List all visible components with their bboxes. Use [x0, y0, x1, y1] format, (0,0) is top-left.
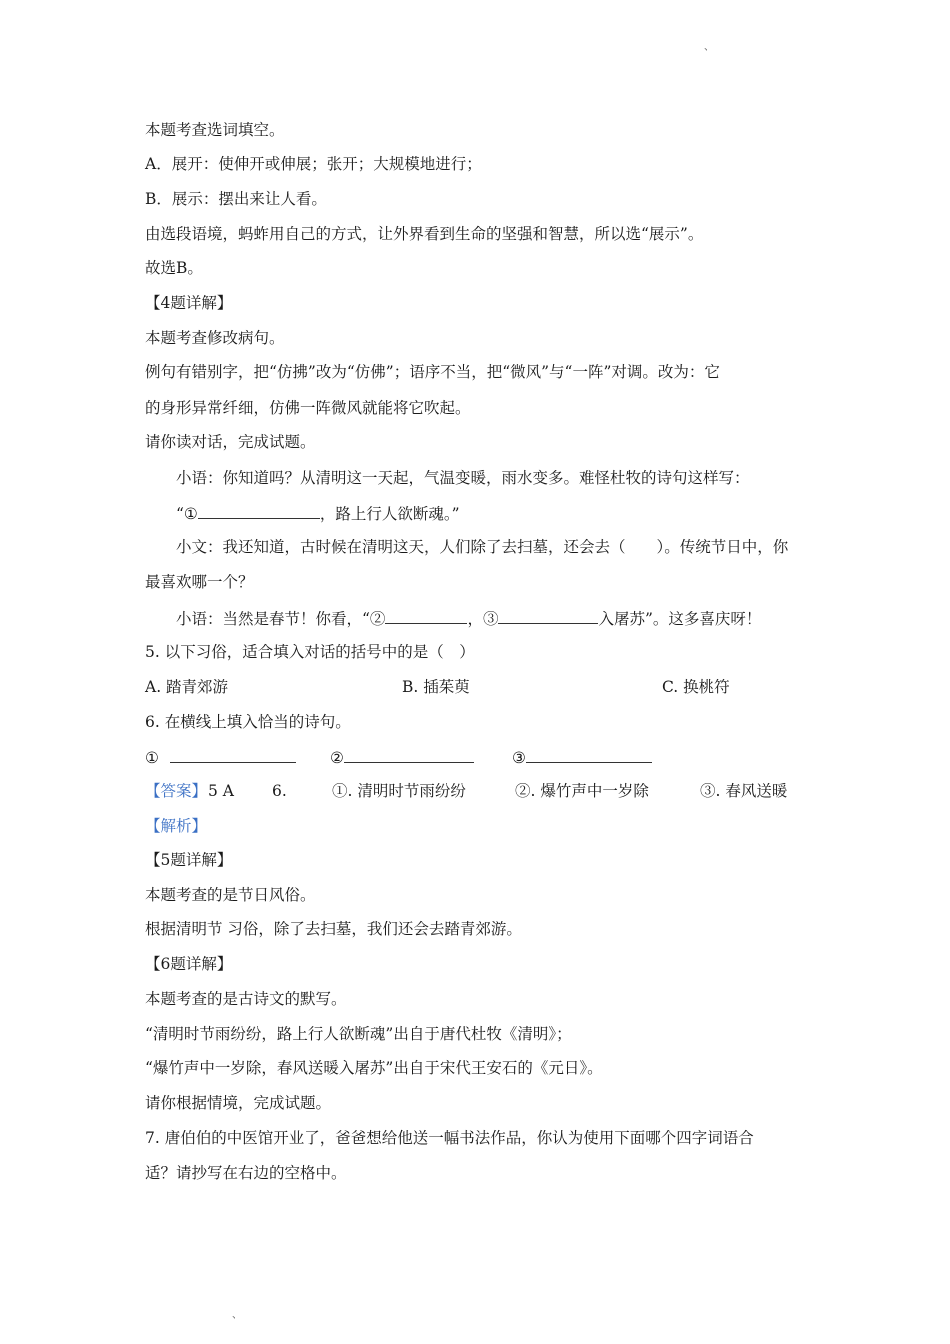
- q6-detail-text-2: “爆竹声中一岁除，春风送暖入屠苏”出自于宋代王安石的《元日》。: [145, 1059, 603, 1077]
- q7-prompt: 请你根据情境，完成试题。: [145, 1094, 332, 1112]
- dialog-xiaoyu-2: [176, 607, 761, 629]
- q6-blank-2: [330, 746, 474, 768]
- q3-reason: 由选段语境，蚂蚱用自己的方式，让外界看到生命的坚强和智慧，所以选“展示”。: [145, 225, 704, 243]
- q3-conclusion: 故选B。: [145, 259, 203, 277]
- q5-option-b: B. 插茱萸: [402, 678, 470, 696]
- answer-6-1: ①. 清明时节雨纷纷: [332, 782, 466, 800]
- q5-detail-intro: 本题考查的是节日风俗。: [145, 886, 316, 904]
- q3-option-b: B．展示：摆出来让人看。: [145, 190, 327, 208]
- blank-2-line: [385, 607, 467, 624]
- answer-6-2: ②. 爆竹声中一岁除: [515, 782, 649, 800]
- analysis-label: 【解析】: [145, 817, 208, 835]
- q6-detail-text-1: “清明时节雨纷纷，路上行人欲断魂”出自于唐代杜牧《清明》；: [145, 1025, 572, 1043]
- bottom-dot-mark: 、: [232, 1310, 242, 1321]
- q4-intro: 本题考查修改病句。: [145, 329, 285, 347]
- q5-option-a: A. 踏青郊游: [145, 678, 229, 696]
- answer-6-number: 6.: [272, 782, 287, 800]
- q7-line-1: 7. 唐伯伯的中医馆开业了，爸爸想给他送一幅书法作品，你认为使用下面哪个四字词语合: [145, 1129, 754, 1147]
- blank-3-line: [498, 607, 598, 624]
- q7-line-2: 适？请抄写在右边的空格中。: [145, 1164, 347, 1182]
- dialog-xiaowen-1: 小文：我还知道，古时候在清明这天，人们除了去扫墓，还会去（ ）。传统节日中，你: [176, 538, 789, 556]
- dialog-xiaoyu-1: 小语：你知道吗？从清明这一天起，气温变暖，雨水变多。难怪杜牧的诗句这样写：: [176, 469, 750, 487]
- top-dot-mark: 、: [704, 42, 714, 53]
- q6-detail-intro: 本题考查的是古诗文的默写。: [145, 990, 347, 1008]
- q5-stem: 5. 以下习俗，适合填入对话的括号中的是（ ）: [145, 643, 475, 661]
- dialog-prompt: 请你读对话，完成试题。: [145, 433, 316, 451]
- q6-detail-header: 【6题详解】: [145, 955, 233, 973]
- dialog-quote: [176, 502, 460, 524]
- q6-blank-3-label: ③: [512, 749, 526, 767]
- xiaoyu2-part-b: ，③: [467, 610, 499, 628]
- q6-blank-1-label: ①: [145, 749, 159, 767]
- q3-intro: 本题考查选词填空。: [145, 121, 285, 139]
- q5-option-c: C. 换桃符: [662, 678, 730, 696]
- q5-detail-header: 【5题详解】: [145, 851, 233, 869]
- q6-blank-1: [145, 746, 296, 768]
- xiaoyu2-part-a: 小语：当然是春节！你看，“②: [176, 610, 386, 628]
- q4-line-2: 的身形异常纤细，仿佛一阵微风就能将它吹起。: [145, 399, 471, 417]
- blank-1-line: [198, 502, 320, 519]
- q6-blank-3: [512, 746, 652, 768]
- quote-rest: ，路上行人欲断魂。”: [319, 505, 460, 523]
- q3-option-a: A．展开：使伸开或伸展；张开；大规模地进行；: [145, 155, 482, 173]
- xiaoyu2-part-c: 入屠苏”。这多喜庆呀！: [598, 610, 762, 628]
- answer-label: 【答案】: [145, 782, 208, 800]
- q6-blank-1-line: [170, 746, 296, 763]
- answer-6-3: ③. 春风送暖: [700, 782, 788, 800]
- q4-line-1: 例句有错别字，把“仿拂”改为“仿佛”；语序不当，把“微风”与“一阵”对调。改为：它: [145, 363, 720, 381]
- answer-5: 5 A: [208, 782, 234, 800]
- dialog-xiaowen-2: 最喜欢哪一个？: [145, 573, 254, 591]
- q4-header: 【4题详解】: [145, 294, 233, 312]
- q5-detail-text: 根据清明节 习俗，除了去扫墓，我们还会去踏青郊游。: [145, 920, 522, 938]
- q6-blank-3-line: [526, 746, 652, 763]
- q6-stem: 6. 在横线上填入恰当的诗句。: [145, 713, 351, 731]
- q6-blank-2-label: ②: [330, 749, 344, 767]
- quote-open: “①: [176, 505, 198, 523]
- q6-blank-2-line: [344, 746, 474, 763]
